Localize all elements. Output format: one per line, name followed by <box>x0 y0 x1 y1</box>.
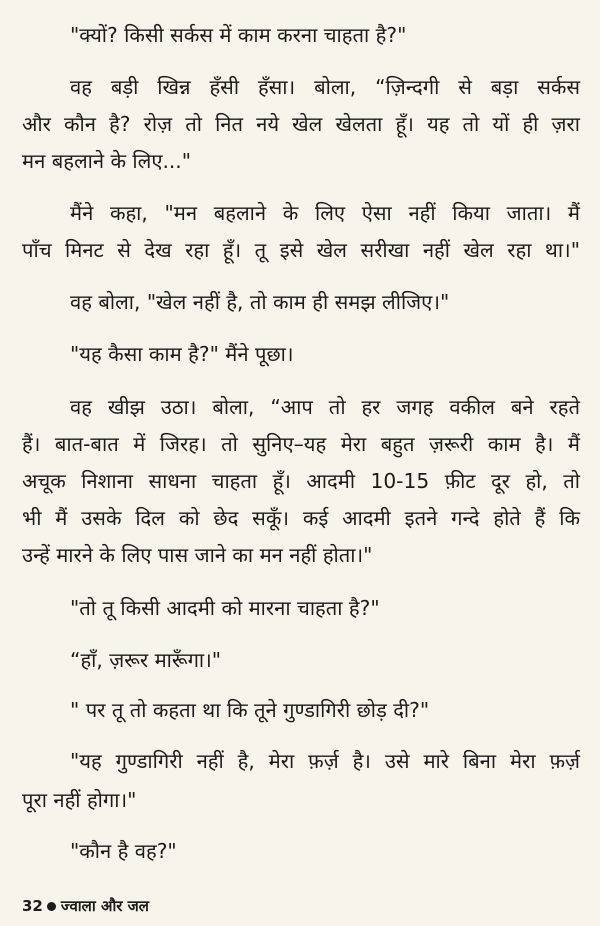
text-line: और कौन है? रोज़ तो नित नये खेल खेलता हूँ। यह तो यों ही ज़रा <box>22 112 580 136</box>
text-line: " पर तू तो कहता था कि तूने गुण्डागिरी छोड़ दी?" <box>70 698 430 722</box>
text-line: मन बहलाने के लिए..." <box>22 149 192 173</box>
text-line: वह बोला, "खेल नहीं है, तो काम ही समझ लीजिए।" <box>70 290 450 314</box>
text-line: भी मैं उसके दिल को छेद सकूँ। कई आदमी इतने गन्दे होते हैं कि <box>22 506 580 530</box>
text-line: अचूक निशाना साधना चाहता हूँ। आदमी 10-15 फ़ीट दूर हो, तो <box>22 469 580 493</box>
page-footer <box>22 896 149 916</box>
text-line: वह खीझ उठा। बोला, “आप तो हर जगह वकील बने रहते <box>70 395 580 419</box>
text-line: "कौन है वह?" <box>70 839 177 863</box>
text-line: मैंने कहा, "मन बहलाने के लिए ऐसा नहीं किया जाता। मैं <box>70 201 580 225</box>
text-line: "यह कैसा काम है?" मैंने पूछा। <box>70 342 294 366</box>
page-number: 32 <box>22 897 43 915</box>
text-line: उन्हें मारने के लिए पास जाने का मन नहीं होता।" <box>22 543 373 567</box>
text-line: पाँच मिनट से देख रहा हूँ। तू इसे खेल सरीखा नहीं खेल रहा था।" <box>22 238 580 262</box>
text-line: वह बड़ी खिन्न हँसी हँसा। बोला, “ज़िन्दगी से बड़ा सर्कस <box>70 75 580 99</box>
text-line: "तो तू किसी आदमी को मारना चाहता है?" <box>70 596 380 620</box>
book-title: ज्वाला और जल <box>60 897 149 915</box>
text-line: पूरा नहीं होगा।" <box>22 788 137 812</box>
text-line: “हाँ, ज़रूर मारूँगा।" <box>70 648 222 672</box>
bullet-icon <box>47 902 56 911</box>
text-line: हैं। बात-बात में जिरह। तो सुनिए–यह मेरा बहुत ज़रूरी काम है। मैं <box>22 432 580 456</box>
text-line: "यह गुण्डागिरी नहीं है, मेरा फ़र्ज़ है। उसे मारे बिना मेरा फ़र्ज़ <box>70 749 580 773</box>
text-line: "क्यों? किसी सर्कस में काम करना चाहता है?" <box>70 23 407 47</box>
